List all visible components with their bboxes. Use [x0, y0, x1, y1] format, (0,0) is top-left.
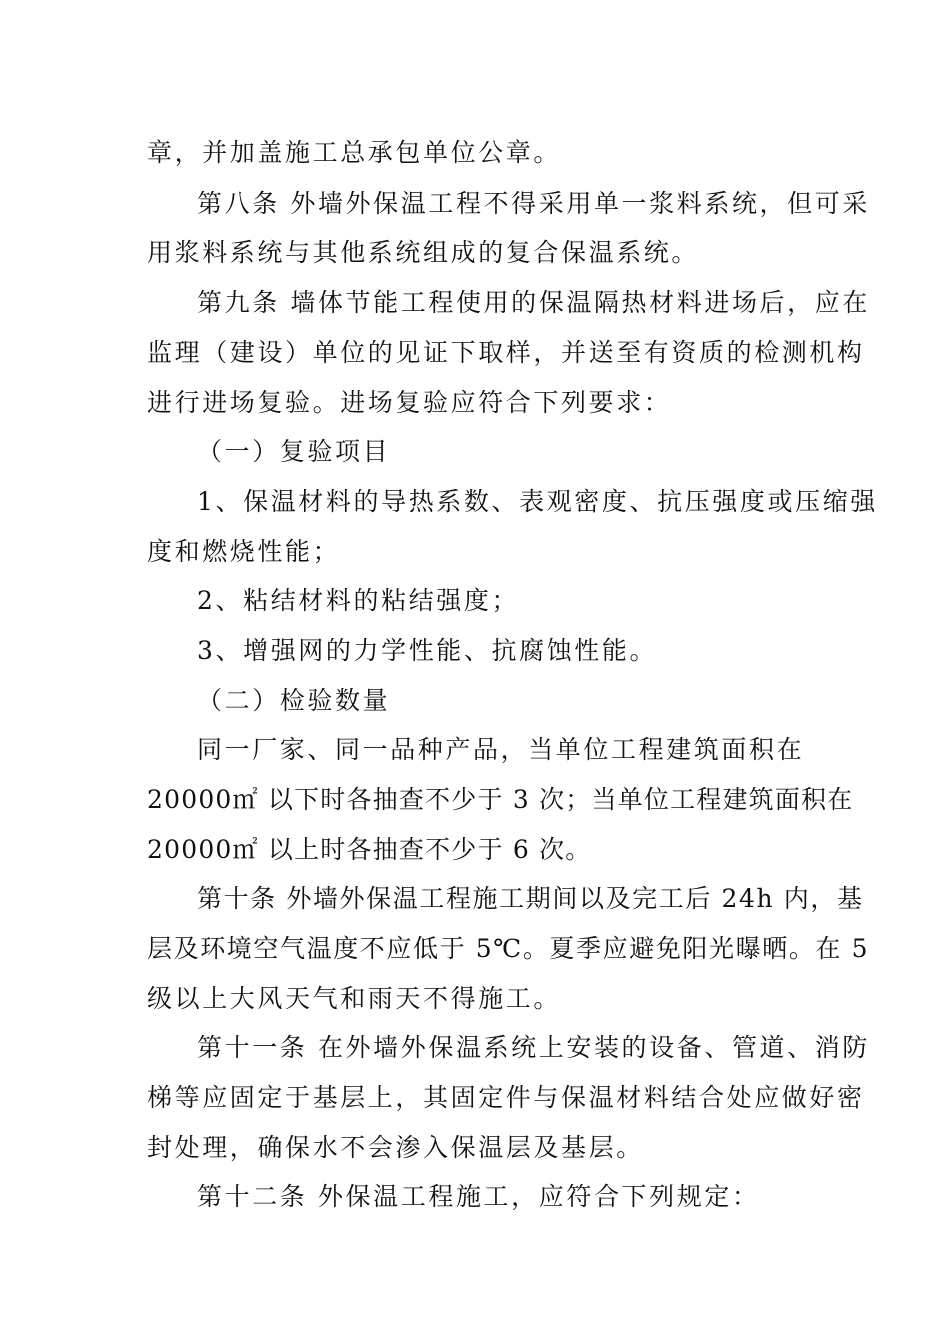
article-10-line: 第十条 外墙外保温工程施工期间以及完工后 24h 内，基 [197, 884, 864, 913]
text-line: 封处理，确保水不会渗入保温层及基层。 [147, 1133, 644, 1162]
text-line: 用浆料系统与其他系统组成的复合保温系统。 [147, 238, 700, 267]
text-line: 同一厂家、同一品种产品，当单位工程建筑面积在 [197, 735, 805, 764]
article-8-line: 第八条 外墙外保温工程不得采用单一浆料系统，但可采 [197, 189, 870, 218]
text-line: 章，并加盖施工总承包单位公章。 [147, 138, 562, 167]
list-item: 3、增强网的力学性能、抗腐蚀性能。 [197, 636, 658, 665]
section-heading: （二）检验数量 [197, 686, 391, 715]
section-heading: （一）复验项目 [197, 437, 391, 466]
text-line: 20000㎡ 以上时各抽查不少于 6 次。 [147, 835, 592, 864]
list-item: 1、保温材料的导热系数、表观密度、抗压强度或压缩强 [197, 487, 878, 516]
list-item: 2、粘结材料的粘结强度； [197, 586, 520, 615]
article-9-line: 第九条 墙体节能工程使用的保温隔热材料进场后，应在 [197, 288, 870, 317]
article-12-line: 第十二条 外保温工程施工，应符合下列规定： [197, 1182, 760, 1211]
article-11-line: 第十一条 在外墙外保温系统上安装的设备、管道、消防 [197, 1033, 870, 1062]
text-line: 级以上大风天气和雨天不得施工。 [147, 984, 562, 1013]
text-line: 监理（建设）单位的见证下取样，并送至有资质的检测机构 [147, 338, 865, 367]
text-line: 度和燃烧性能； [147, 537, 341, 566]
text-line: 层及环境空气温度不应低于 5℃。夏季应避免阳光曝晒。在 5 [147, 934, 870, 963]
text-line: 梯等应固定于基层上，其固定件与保温材料结合处应做好密 [147, 1083, 865, 1112]
text-line: 进行进场复验。进场复验应符合下列要求： [147, 388, 672, 417]
text-line: 20000㎡ 以下时各抽查不少于 3 次；当单位工程建筑面积在 [147, 785, 854, 814]
